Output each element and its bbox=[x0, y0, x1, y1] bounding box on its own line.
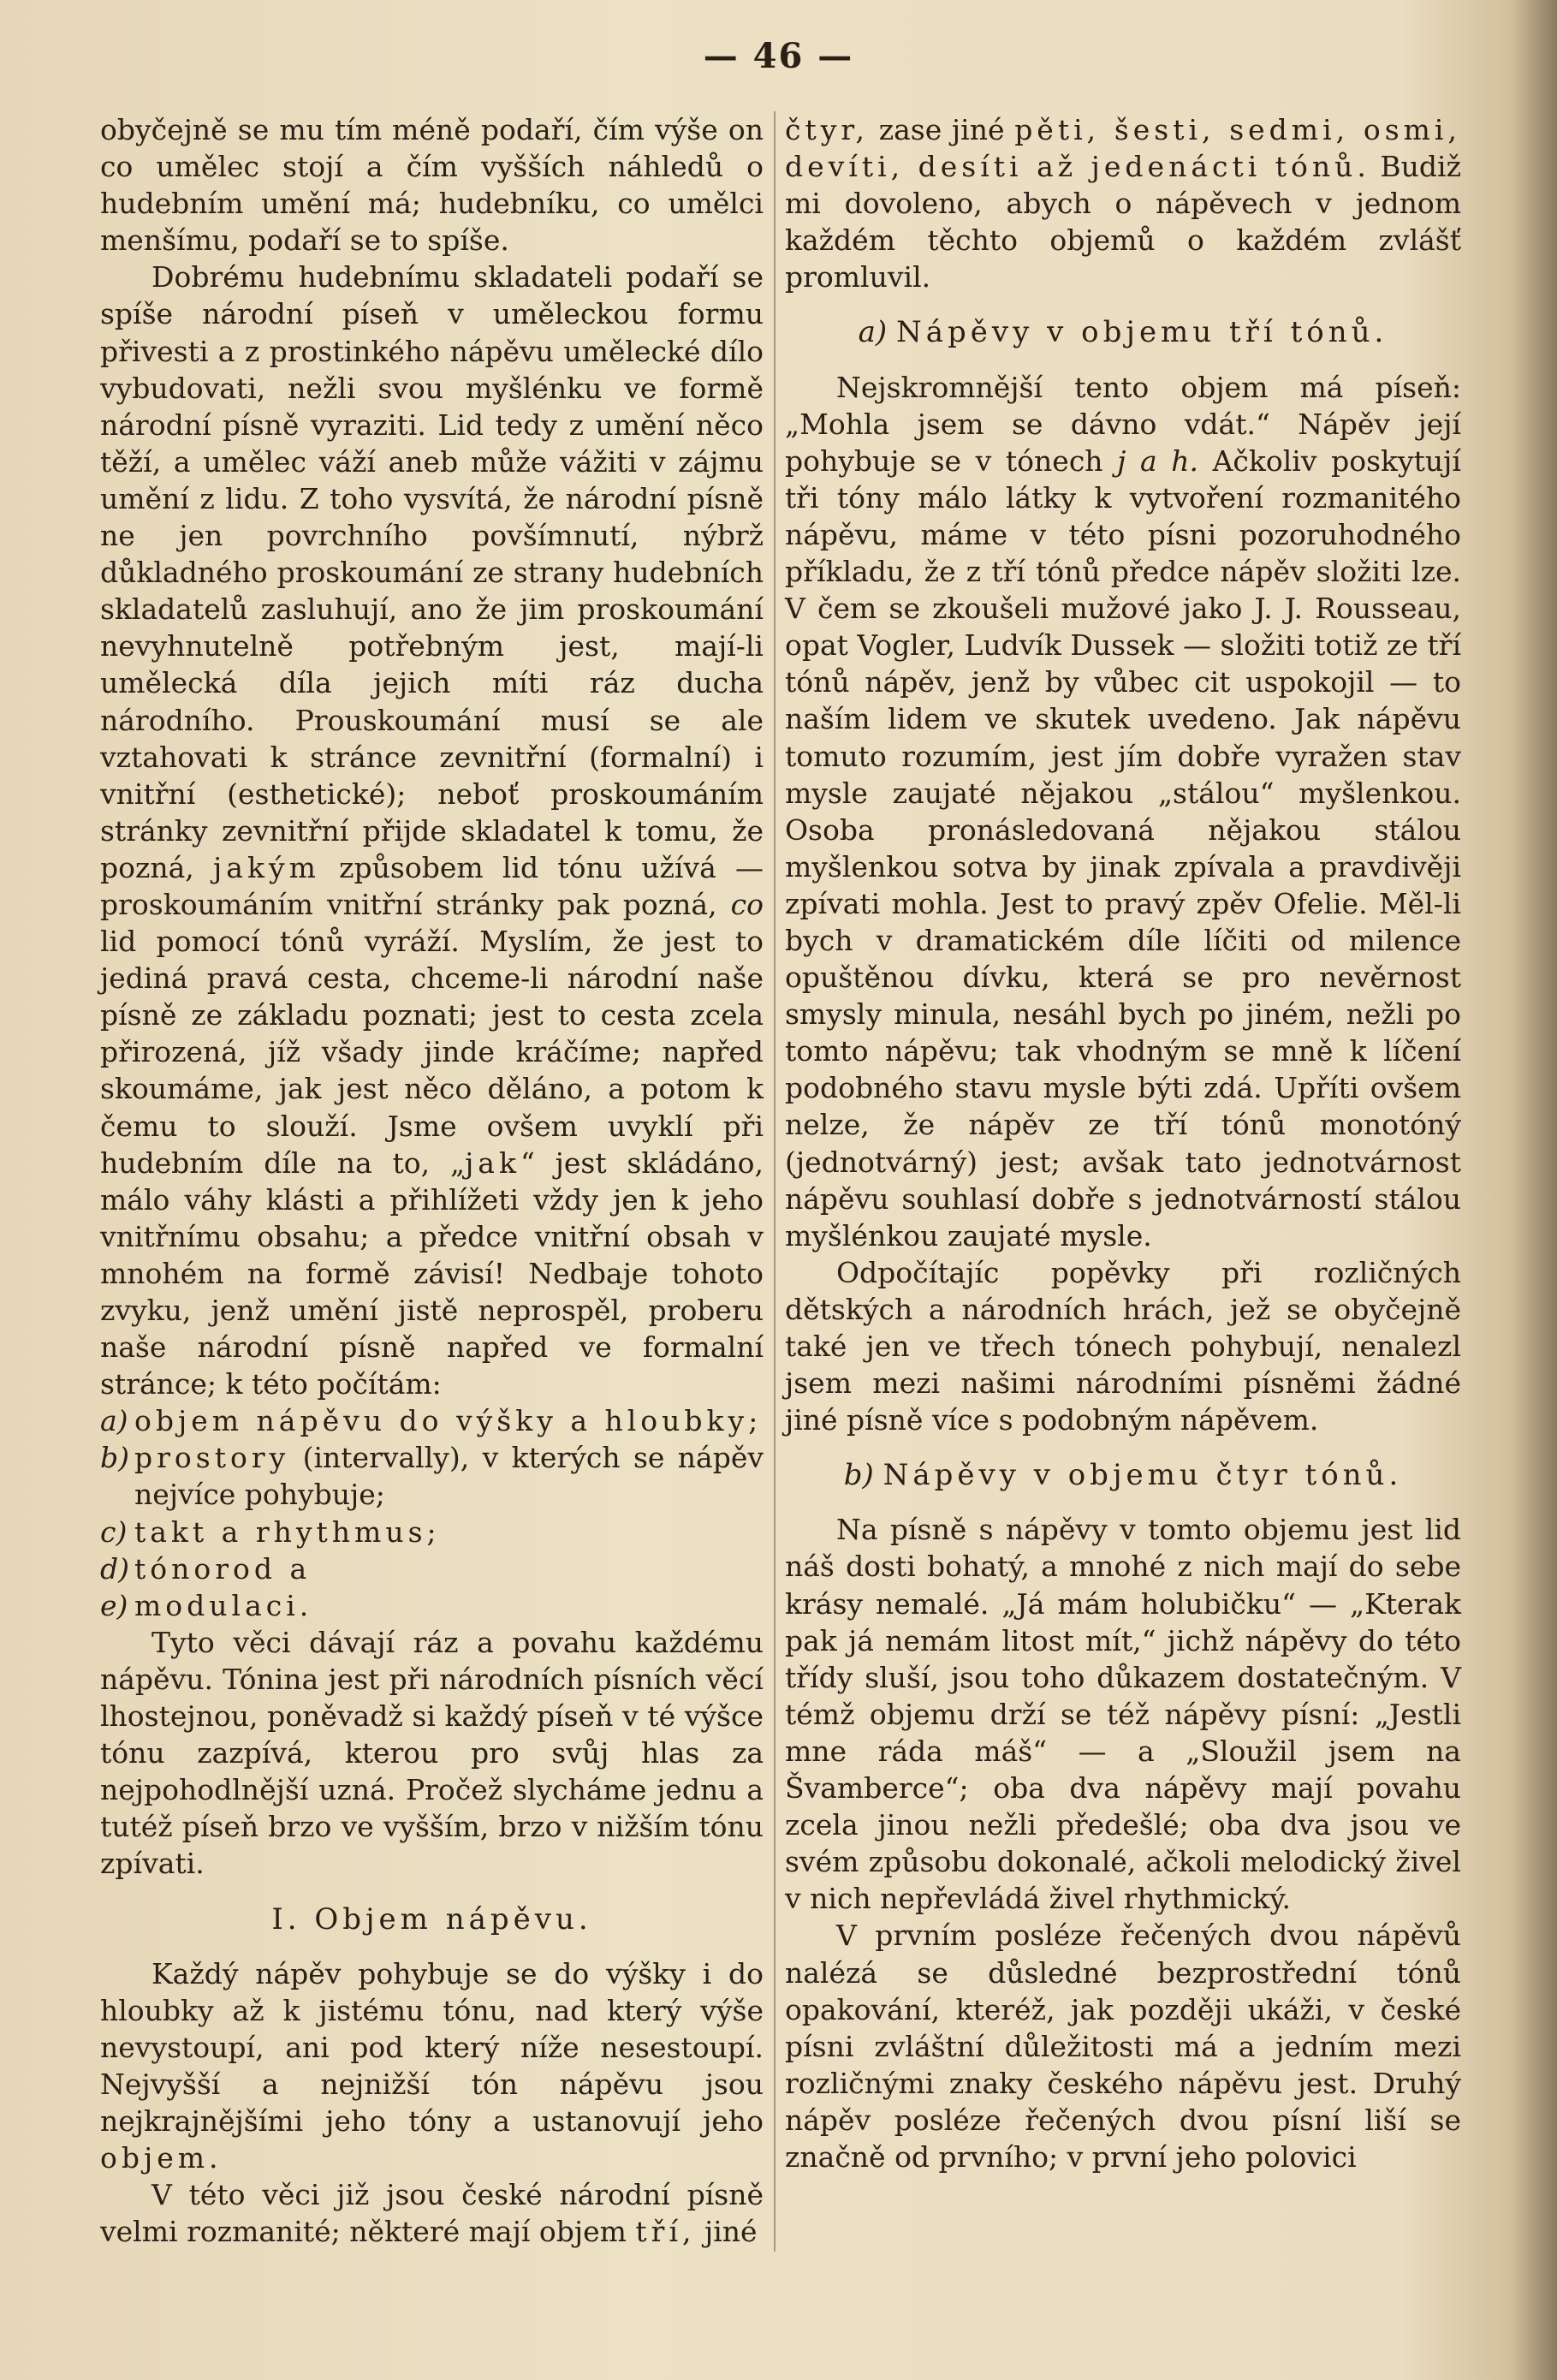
list-letter: d) bbox=[100, 1551, 129, 1586]
list-item bbox=[100, 1439, 764, 1513]
spaced-word: čtyr, bbox=[785, 113, 870, 146]
list-letter: e) bbox=[100, 1588, 128, 1622]
right-column bbox=[785, 111, 1461, 2175]
section-heading: I. Objem nápěvu. bbox=[271, 1901, 592, 1937]
list-rest: (intervally), v kterých se nápěv nejvíce pohybuje; bbox=[134, 1441, 764, 1512]
list-item bbox=[100, 1587, 764, 1624]
subsection-heading-b bbox=[785, 1457, 1461, 1494]
heading-text: Nápěvy v objemu čtyr tónů. bbox=[882, 1458, 1403, 1493]
note-names: j a h. bbox=[1117, 443, 1198, 478]
text-span: jiné bbox=[704, 2215, 758, 2249]
page-number: — 46 — bbox=[703, 36, 854, 76]
text-span: Budiž mi dovoleno, abych o nápěvech v jednom každém těchto objemů o každém zvlášť promluvil. bbox=[785, 150, 1461, 295]
spaced-word: jak bbox=[465, 1145, 520, 1180]
text-span: Dobrému hudebnímu skladateli podaří se spíše národní píseň v uměleckou formu přivesti a z prostinkého nápěvu umělecké dílo vybudovati, nežli svou myšlénku ve formě národní písně vyraziti. Lid tedy z umění něco těží, a umělec váží aneb může vážiti v zájmu umění z lidu. Z toho vysvítá, že národní písně ne jen povrchního povšímnutí, nýbrž důkladného proskoumání ze strany hudebních skladatelů zasluhují, ano že jim proskoumání nevyhnutelně potřebným jest, mají-li umělecká díla jejich míti ráz ducha národního. Prouskoumání musí se ale vztahovati k stránce zevnitřní (formalní) i vnitřní (esthetické); neboť proskoumáním stránky zevnitřní přijde skladatel k tomu, že pozná, bbox=[100, 260, 764, 884]
spaced-word: pěti, šesti, sedmi, osmi, devíti, desíti až jedenácti tónů. bbox=[785, 113, 1461, 184]
form-aspects-list bbox=[100, 1402, 764, 1624]
left-paragraph-4 bbox=[100, 1955, 764, 2177]
left-paragraph-1: obyčejně se mu tím méně podaří, čím výše on co umělec stojí a čím vyšších náhledů o hudebním umění má; hudebníku, co umělci menšímu, podaří se to spíše. bbox=[100, 113, 764, 258]
text-span: Ačkoliv poskytují tři tóny málo látky k vytvoření rozmanitého nápěvu, máme v této písni pozoruhodného příkladu, že z tří tónů předce nápěv složiti lze. V čem se zkoušeli mužové jako J. J. Rousseau, opat Vogler, Ludvík Dussek — složiti totiž ze tří tónů nápěv, jenž by vůbec cit uspokojil — to naším lidem ve skutek uvedeno. Jak nápěvu tomuto rozumím, jest jím dobře vyražen stav mysle zaujaté nějakou „stálou“ myšlenkou. Osoba pronásledovaná nějakou stálou myšlenkou sotva by jinak zpívala a pravdivěji zpívati mohla. Jest to pravý zpěv Ofelie. Měl-li bych v dramatickém díle líčiti od milence opuštěnou dívku, která se pro nevěrnost smysly minula, nesáhl bych po jiném, nežli po tomto nápěvu; tak vhodným se mně k líčení podobného stavu mysle býti zdá. Upříti ovšem nelze, že nápěv ze tří tónů monotóný (jednotvárný) jest; avšak tato jednotvárnost nápěvu souhlasí dobře s jednotvárností stálou myšlénkou zaujaté mysle. bbox=[785, 443, 1461, 1252]
list-item bbox=[100, 1514, 764, 1550]
spaced-word: jakým bbox=[213, 850, 320, 884]
text-span: zase jiné bbox=[878, 113, 1005, 146]
right-paragraph-5: V prvním posléze řečených dvou nápěvů nalézá se důsledné bezprostřední tónů opakování, kteréž, jak později ukáži, v české písni zvláštní důležitosti má a jedním mezi rozličnými znaky českého nápěvu jest. Druhý nápěv posléze řečených dvou písní liší se značně od prvního; v první jeho polovici bbox=[785, 1919, 1461, 2174]
text-span: lid pomocí tónů vyráží. Myslím, že jest to jediná pravá cesta, chceme-li národní naše písně ze základu poznati; jest to cesta zcela přirozená, jíž všady jinde kráčíme; napřed skoumáme, jak jest něco děláno, a potom k čemu to slouží. Jsme ovšem uvyklí při hudebním díle na to, „ bbox=[100, 925, 764, 1180]
right-paragraph-4: Na písně s nápěvy v tomto objemu jest lid náš dosti bohatý, a mnohé z nich mají do sebe krásy nemalé. „Já mám holubičku“ — „Kterak pak já nemám litost mít,“ jichž nápěvy do této třídy sluší, jsou toho důkazem dostatečným. V témž objemu drží se též nápěvy písní: „Jestli mne ráda máš“ — a „Sloužil jsem na Švamberce“; oba dva nápěvy mají povahu zcela jinou nežli předešlé; oba dva jsou ve svém způsobu dokonalé, ačkoli melodický živel v nich nepřevládá živel rhythmický. bbox=[785, 1513, 1461, 1916]
right-paragraph-2 bbox=[785, 369, 1461, 1254]
left-paragraph-3: Tyto věci dávají ráz a povahu každému nápěvu. Tónina jest při národních písních věcí lhostejnou, poněvadž si každý píseň v té výšce tónu zazpívá, kterou pro svůj hlas za nejpohodlnější uzná. Pročež slycháme jednu a tutéž píseň brzo ve vyšším, brzo v nižším tónu zpívati. bbox=[100, 1625, 764, 1881]
text-span: “ jest skládáno, málo váhy klásti a přihlížeti vždy jen k jeho vnitřnímu obsahu; a předce vnitřní obsah v mnohém na formě závisí! Nedbaje tohoto zvyku, jenž umění jistě neprospěl, proberu naše národní písně napřed ve formalní stránce; k této počítám: bbox=[100, 1145, 764, 1401]
text-span: způsobem lid tónu užívá — proskoumáním vnitřní stránky pak pozná, bbox=[100, 850, 764, 921]
spaced-word: tří, bbox=[635, 2215, 696, 2249]
list-term: objem nápěvu do výšky a hloubky; bbox=[134, 1404, 763, 1438]
left-paragraph-2 bbox=[100, 259, 764, 1402]
text-span: Nejskromnější tento objem má píseň: „Mohla jsem se dávno vdát.“ Nápěv její pohybuje se v tónech bbox=[785, 370, 1461, 478]
list-item bbox=[100, 1402, 764, 1439]
text-span: Každý nápěv pohybuje se do výšky i do hloubky až k jistému tónu, nad který výše nevystoupí, ani pod který níže nesestoupí. Nejvyšší a nejnižší tón nápěvu jsou nejkrajnějšími jeho tóny a ustanovují jeho bbox=[100, 1956, 764, 2138]
heading-letter: a) bbox=[858, 315, 888, 350]
spaced-word: objem. bbox=[100, 2141, 223, 2175]
left-column bbox=[100, 111, 764, 2250]
text-span: V této věci již jsou české národní písně velmi rozmanité; některé mají objem bbox=[100, 2178, 764, 2249]
subsection-heading-a bbox=[785, 314, 1461, 351]
column-divider bbox=[774, 111, 776, 2252]
list-item bbox=[100, 1550, 764, 1587]
left-paragraph-5 bbox=[100, 2176, 764, 2250]
italic-word: co bbox=[730, 887, 764, 921]
list-letter: a) bbox=[100, 1404, 128, 1438]
list-term: prostory bbox=[134, 1441, 290, 1475]
list-letter: b) bbox=[100, 1441, 129, 1475]
list-term: tónorod a bbox=[134, 1551, 312, 1586]
list-term: modulaci. bbox=[134, 1588, 313, 1622]
heading-text: Nápěvy v objemu tří tónů. bbox=[896, 315, 1388, 350]
list-letter: c) bbox=[100, 1514, 128, 1549]
right-paragraph-1 bbox=[785, 111, 1461, 295]
right-paragraph-3: Odpočítajíc popěvky při rozličných dětských a národních hrách, jež se obyčejně také jen ve třech tónech pohybují, nenalezl jsem mezi našimi národními písněmi žádné jiné písně více s podobným nápěvem. bbox=[785, 1255, 1461, 1437]
heading-letter: b) bbox=[843, 1458, 874, 1493]
list-term: takt a rhythmus; bbox=[134, 1514, 441, 1549]
